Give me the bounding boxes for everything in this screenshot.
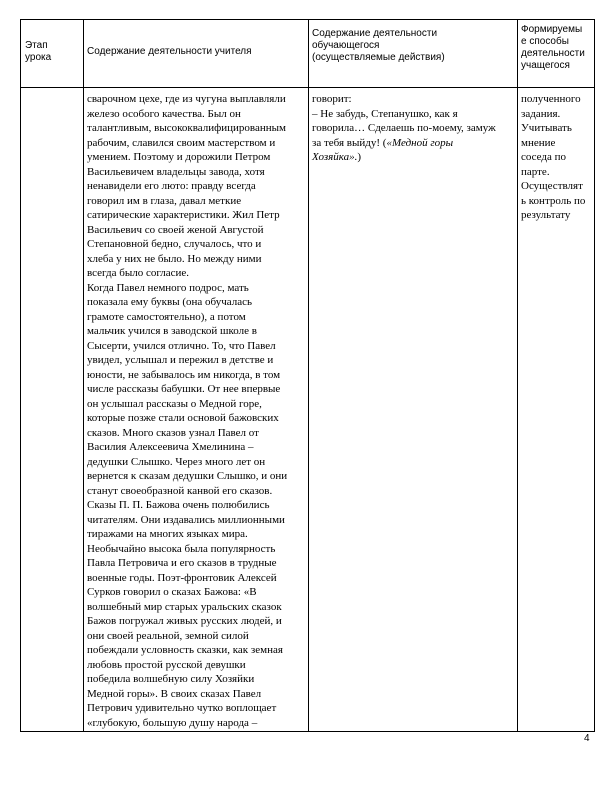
student-text: за тебя выйду! ( <box>312 136 387 149</box>
teacher-text-line: «глубокую, большую душу народа – <box>87 716 258 729</box>
teacher-text-line: числе рассказы бабушки. От нее впервые <box>87 383 281 395</box>
teacher-text-line: мальчик учился в заводской школе в <box>87 325 257 337</box>
skills-text-line: соседа по <box>521 151 567 163</box>
header-stage-line: Этап <box>25 40 48 51</box>
student-line <box>312 150 514 165</box>
header-skills-line: учащегося <box>521 60 570 71</box>
header-student-line: обучающегося <box>312 40 380 51</box>
teacher-text-line: хлеба у них не было. Но между ними <box>87 252 262 265</box>
student-citation: «Медной горы <box>386 136 454 149</box>
teacher-text-line: Необычайно высока была популярность <box>87 542 276 555</box>
teacher-text-line: железо особого качества. Был он <box>87 107 241 120</box>
skills-text-line: парте. <box>521 165 550 178</box>
student-line: говорит: <box>312 93 352 105</box>
teacher-text-line: он услышал рассказы о Медной горе, <box>87 397 262 410</box>
teacher-text-line: Сказы П. П. Бажова очень полюбились <box>87 499 270 511</box>
header-skills-line: Формируемы <box>521 24 583 35</box>
cell-student-activity <box>309 88 518 732</box>
teacher-text-line: военные годы. Поэт-фронтовик Алексей <box>87 571 277 584</box>
header-stage <box>21 20 84 88</box>
teacher-text-line: Васильевич со своей женой Августой <box>87 223 264 236</box>
teacher-text-line: они своей реальной, земной силой <box>87 629 249 642</box>
cell-teacher-activity <box>84 88 309 732</box>
teacher-text-line: вернется к сказам дедушки Слышко, и они <box>87 470 288 482</box>
header-student-activity <box>309 20 518 88</box>
cell-stage <box>21 88 84 732</box>
teacher-text-line: тиражами на многих языках мира. <box>87 528 248 540</box>
teacher-text-line: талантливым, высококвалифицированным <box>87 122 286 134</box>
teacher-text-line: Павла Петровича и его сказов в трудные <box>87 557 277 569</box>
table-header-row <box>21 20 595 88</box>
skills-text-line: задания. <box>521 107 561 120</box>
teacher-text-line: Степановной бедно, случалось, что и <box>87 238 262 250</box>
skills-text-line: мнение <box>521 136 556 149</box>
page-number: 4 <box>584 733 590 744</box>
teacher-text-line: показала ему буквы (она обучалась <box>87 296 252 308</box>
teacher-text-line: Васильевичем владельцы завода, хотя <box>87 165 265 178</box>
skills-text-line: Учитывать <box>521 122 572 134</box>
teacher-text-line: юности, не забывалось им никогда, в том <box>87 368 281 381</box>
teacher-text-line: победила волшебную силу Хозяйки <box>87 673 255 685</box>
teacher-text-line: Сысерти, учился отлично. То, что Павел <box>87 339 276 352</box>
teacher-text-line: сварочном цехе, где из чугуна выплавляли <box>87 93 286 105</box>
header-skills-line: деятельности <box>521 48 585 59</box>
teacher-text-line: говорил им в глаза, давал меткие <box>87 194 242 207</box>
header-stage-line: урока <box>25 52 52 63</box>
teacher-text-line: всегда было согласие. <box>87 267 190 279</box>
teacher-text-line: сказов. Много сказов узнал Павел от <box>87 426 259 439</box>
teacher-text-line: станут своеобразной канвой его сказов. <box>87 484 273 497</box>
header-teacher-activity <box>84 20 309 88</box>
skills-text-line: Осуществлят <box>521 180 583 192</box>
student-line <box>312 136 514 151</box>
teacher-text-line: волшебный мир старых уральских сказок <box>87 600 282 613</box>
teacher-text-line: Петрович удивительно чутко воплощает <box>87 702 277 714</box>
teacher-text-line: дедушки Слышко. Через много лет он <box>87 455 266 468</box>
teacher-text-line: побеждали условность сказки, как земная <box>87 644 283 656</box>
teacher-text-line: Медной горы». В своих сказах Павел <box>87 687 262 700</box>
teacher-text-line: Когда Павел немного подрос, мать <box>87 281 249 294</box>
student-line: – Не забудь, Степанушко, как я <box>312 107 458 120</box>
teacher-text-line: которые позже стали основой бажовских <box>87 412 279 424</box>
teacher-text-line: сатирические характеристики. Жил Петр <box>87 209 280 221</box>
cell-skills <box>518 88 595 732</box>
header-student-line: Содержание деятельности <box>312 28 438 39</box>
teacher-text-line: Василия Алексеевича Хмелинина – <box>87 441 254 453</box>
teacher-text-line: любовь простой русской девушки <box>87 658 246 671</box>
student-citation: Хозяйка». <box>312 151 358 163</box>
header-teacher-line: Содержание деятельности учителя <box>87 46 252 57</box>
teacher-text-line: увидел, услышал и пережил в детстве и <box>87 354 274 366</box>
skills-text-line: результату <box>521 209 571 221</box>
skills-text-line: полученного <box>521 93 581 105</box>
skills-text-line: ь контроль по <box>521 194 586 207</box>
student-text: ) <box>357 151 362 163</box>
teacher-text-line: Сурков говорил о сказах Бажова: «В <box>87 586 257 598</box>
teacher-text-line: читателям. Они издавались миллионными <box>87 513 285 526</box>
header-skills-line: е способы <box>521 36 569 47</box>
teacher-text-line: Бажов погружал живых русских людей, и <box>87 615 282 627</box>
header-skills <box>518 20 595 88</box>
teacher-text-line: грамоте самостоятельно), а потом <box>87 310 246 323</box>
teacher-text-line: ненавидели его лютo: правду всегда <box>87 180 256 192</box>
lesson-plan-table <box>20 19 595 732</box>
header-student-line: (осуществляемые действия) <box>312 52 445 63</box>
teacher-text-line: рабочим, славился своим мастерством и <box>87 136 276 149</box>
student-line: говорила… Сделаешь по-моему, замуж <box>312 122 496 134</box>
table-body-row <box>21 88 595 732</box>
teacher-text-line: умением. Поэтому и дорожили Петром <box>87 151 271 163</box>
